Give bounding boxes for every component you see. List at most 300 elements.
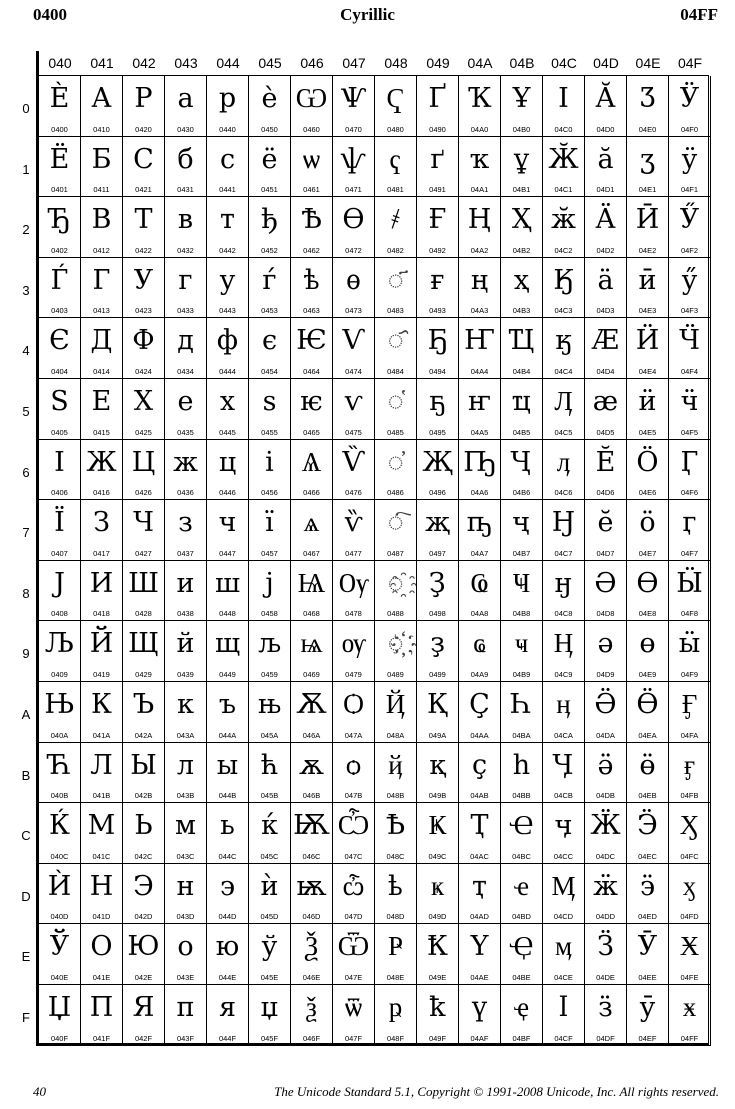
chart-cell	[459, 621, 501, 682]
character-glyph: Ү	[470, 931, 489, 963]
chart-cell	[459, 985, 501, 1046]
character-glyph: ђ	[261, 204, 278, 236]
code-point-label: 0487	[387, 548, 404, 558]
code-point-label: 045C	[260, 851, 279, 861]
character-glyph: ӽ	[682, 870, 697, 902]
code-point-label: 040D	[50, 912, 69, 922]
character-glyph: ӧ	[639, 507, 656, 539]
character-glyph: ҹ	[514, 628, 529, 660]
character-glyph: ӟ	[598, 992, 613, 1023]
character-glyph: Ұ	[512, 83, 531, 114]
character-glyph: і	[265, 446, 274, 478]
character-glyph: Ҡ	[467, 83, 492, 114]
character-glyph: ӛ	[597, 749, 614, 781]
character-glyph: Ч	[133, 507, 154, 539]
code-point-label: 040C	[50, 851, 69, 861]
code-point-label: 04C6	[554, 488, 573, 498]
chart-cell	[81, 137, 123, 198]
character-glyph: ү	[471, 992, 488, 1023]
chart-cell	[501, 76, 543, 137]
chart-cell	[249, 500, 291, 561]
character-glyph: Ь	[134, 810, 153, 842]
character-glyph: ӷ	[682, 507, 697, 539]
character-glyph: ӆ	[556, 446, 571, 478]
chart-cell	[207, 682, 249, 743]
character-glyph: Ӝ	[590, 810, 621, 842]
page-title: Cyrillic	[340, 5, 395, 24]
row-header: 4	[22, 343, 30, 359]
character-glyph: Ҝ	[428, 810, 447, 842]
character-glyph: ҽ	[514, 870, 529, 902]
code-point-label: 0400	[51, 124, 68, 134]
character-glyph: Х	[133, 386, 154, 417]
chart-cell	[375, 197, 417, 258]
code-point-label: 0406	[51, 488, 68, 498]
chart-cell	[123, 258, 165, 319]
chart-cell	[501, 318, 543, 379]
code-point-label: 0422	[135, 245, 152, 255]
code-point-label: 0463	[303, 306, 320, 316]
chart-cell	[669, 561, 711, 622]
code-point-label: 04B5	[512, 427, 531, 437]
code-point-label: 0494	[429, 366, 446, 376]
code-point-label: 0437	[177, 548, 194, 558]
code-point-label: 0495	[429, 427, 446, 437]
code-point-label: 047D	[344, 912, 363, 922]
chart-cell	[669, 621, 711, 682]
chart-cell	[585, 379, 627, 440]
chart-cell	[417, 803, 459, 864]
character-glyph: ◌҄	[387, 325, 404, 357]
character-glyph: Ҳ	[511, 204, 532, 236]
code-point-label: 047A	[344, 730, 363, 740]
code-point-label: 04FD	[680, 912, 699, 922]
chart-cell	[39, 803, 81, 864]
code-point-label: 0485	[387, 427, 404, 437]
character-glyph: ө	[639, 628, 656, 660]
chart-cell	[81, 197, 123, 258]
character-glyph: Ѱ	[340, 83, 367, 114]
character-glyph: щ	[214, 628, 241, 660]
code-point-label: 047E	[344, 972, 363, 982]
character-glyph: Ӿ	[679, 931, 700, 963]
chart-cell	[81, 803, 123, 864]
code-point-label: 0460	[303, 124, 320, 134]
row-header: 2	[22, 222, 30, 238]
chart-cell	[501, 682, 543, 743]
code-point-label: 042C	[134, 851, 153, 861]
chart-cell	[291, 682, 333, 743]
code-point-label: 046F	[302, 1033, 321, 1043]
row-header: 5	[22, 404, 30, 419]
character-glyph: ҿ	[514, 992, 529, 1023]
chart-cell	[291, 985, 333, 1046]
code-point-label: 0440	[219, 124, 236, 134]
chart-cell	[333, 137, 375, 198]
character-glyph: ҭ	[472, 870, 487, 902]
code-point-label: 04CB	[554, 791, 573, 801]
code-point-label: 0492	[429, 245, 446, 255]
code-point-label: 04FB	[680, 791, 699, 801]
code-point-label: 04E7	[638, 548, 657, 558]
chart-cell	[333, 985, 375, 1046]
chart-cell	[627, 379, 669, 440]
chart-cell	[543, 76, 585, 137]
column-header: 046	[300, 55, 324, 71]
code-point-label: 04D4	[596, 366, 615, 376]
character-glyph: ӑ	[597, 143, 614, 175]
chart-cell	[165, 924, 207, 985]
character-glyph: Ғ	[428, 204, 447, 236]
chart-cell	[207, 318, 249, 379]
character-glyph: ѵ	[344, 386, 363, 417]
character-glyph: Р	[134, 83, 153, 114]
chart-cell	[669, 440, 711, 501]
character-glyph: ӈ	[554, 567, 573, 599]
chart-cell	[291, 197, 333, 258]
code-point-label: 0458	[261, 609, 278, 619]
code-point-label: 0459	[261, 669, 278, 679]
character-glyph: ж	[173, 446, 198, 478]
character-glyph: Ѩ	[297, 567, 326, 599]
chart-cell	[207, 621, 249, 682]
chart-cell	[81, 743, 123, 804]
code-point-label: 04B4	[512, 366, 531, 376]
character-glyph: Ѳ	[342, 204, 365, 236]
character-glyph: Ў	[49, 931, 70, 963]
code-point-label: 0414	[93, 366, 110, 376]
character-glyph: ӌ	[554, 810, 573, 842]
code-point-label: 0455	[261, 427, 278, 437]
chart-cell	[543, 803, 585, 864]
chart-cell	[627, 561, 669, 622]
character-glyph: Ѣ	[301, 204, 322, 236]
character-glyph: Ӱ	[679, 83, 700, 114]
chart-cell	[627, 318, 669, 379]
code-point-label: 04CD	[553, 912, 574, 922]
code-point-label: 0468	[303, 609, 320, 619]
code-point-label: 04B0	[512, 124, 531, 134]
character-glyph: п	[176, 992, 195, 1023]
chart-cell	[543, 743, 585, 804]
column-header: 048	[384, 55, 408, 71]
chart-cell	[417, 76, 459, 137]
code-point-label: 04DB	[596, 791, 615, 801]
character-glyph: Џ	[47, 992, 72, 1023]
chart-cell	[543, 137, 585, 198]
character-glyph: ӹ	[678, 628, 701, 660]
character-glyph: ѧ	[303, 507, 320, 539]
character-glyph: Қ	[427, 689, 448, 720]
chart-cell	[165, 318, 207, 379]
chart-cell	[249, 197, 291, 258]
character-glyph: Ъ	[132, 689, 155, 720]
character-glyph: Ҵ	[508, 325, 535, 357]
code-point-label: 04BE	[512, 972, 531, 982]
chart-cell	[333, 561, 375, 622]
character-glyph: ғ	[430, 264, 445, 296]
character-glyph: ѽ	[342, 870, 365, 902]
character-glyph: Ѿ	[337, 931, 370, 963]
character-glyph: ◌҇	[387, 507, 404, 539]
character-glyph: Ӎ	[551, 870, 576, 902]
chart-cell	[291, 500, 333, 561]
chart-cell	[459, 258, 501, 319]
code-point-label: 0438	[177, 609, 194, 619]
code-point-label: 0404	[51, 366, 68, 376]
code-point-label: 04E9	[638, 669, 657, 679]
code-point-label: 04F7	[680, 548, 699, 558]
character-glyph: ҡ	[469, 143, 490, 175]
character-glyph: љ	[258, 628, 281, 660]
code-point-label: 0429	[135, 669, 152, 679]
character-glyph: ѝ	[260, 870, 279, 902]
chart-cell	[249, 924, 291, 985]
code-point-label: 0408	[51, 609, 68, 619]
code-point-label: 041F	[92, 1033, 111, 1043]
character-glyph: Ӊ	[553, 628, 574, 660]
character-glyph: Ӫ	[636, 689, 659, 720]
code-point-label: 0431	[177, 185, 194, 195]
chart-cell	[543, 197, 585, 258]
code-point-label: 0478	[345, 609, 362, 619]
chart-cell	[501, 258, 543, 319]
code-point-label: 0472	[345, 245, 362, 255]
chart-cell	[543, 318, 585, 379]
character-glyph: Ѐ	[49, 83, 70, 114]
chart-cell	[81, 924, 123, 985]
column-header: 047	[342, 55, 366, 71]
character-glyph: Ђ	[48, 204, 71, 236]
chart-cell	[501, 621, 543, 682]
character-glyph: ѭ	[296, 870, 327, 902]
chart-cell	[669, 379, 711, 440]
character-glyph: Ж	[86, 446, 117, 478]
code-point-label: 0447	[219, 548, 236, 558]
code-point-label: 04FC	[680, 851, 699, 861]
character-glyph: ы	[216, 749, 239, 781]
character-glyph: ѷ	[344, 507, 363, 539]
code-point-label: 04E8	[638, 609, 657, 619]
character-glyph: ҂	[390, 204, 401, 236]
code-point-label: 04A6	[470, 488, 489, 498]
character-glyph: ҙ	[430, 628, 445, 660]
column-header: 04D	[593, 55, 619, 71]
chart-cell	[165, 864, 207, 925]
chart-cell	[585, 561, 627, 622]
chart-cell	[627, 924, 669, 985]
character-glyph: Ю	[127, 931, 160, 963]
code-point-label: 044C	[218, 851, 237, 861]
character-glyph: є	[261, 325, 278, 357]
character-glyph: м	[174, 810, 196, 842]
code-point-label: 04C1	[554, 185, 573, 195]
chart-cell	[669, 803, 711, 864]
code-point-label: 0430	[177, 124, 194, 134]
character-glyph: ӯ	[639, 992, 656, 1023]
character-glyph: Ї	[54, 507, 65, 539]
code-point-label: 0441	[219, 185, 236, 195]
code-point-label: 04F9	[680, 669, 699, 679]
code-point-label: 0474	[345, 366, 362, 376]
code-point-label: 040A	[50, 730, 69, 740]
code-point-label: 0479	[345, 669, 362, 679]
chart-cell	[81, 985, 123, 1046]
character-glyph: а	[177, 83, 194, 114]
chart-cell	[249, 682, 291, 743]
code-point-label: 0489	[387, 669, 404, 679]
character-glyph: ь	[220, 810, 235, 842]
chart-cell	[501, 743, 543, 804]
code-point-label: 0453	[261, 306, 278, 316]
chart-cell	[375, 258, 417, 319]
chart-cell	[165, 803, 207, 864]
chart-cell	[39, 500, 81, 561]
chart-cell	[375, 76, 417, 137]
chart-cell	[417, 500, 459, 561]
chart-cell	[39, 76, 81, 137]
character-glyph: Ы	[130, 749, 157, 781]
code-point-label: 048E	[386, 972, 405, 982]
chart-cell	[291, 379, 333, 440]
chart-cell	[333, 621, 375, 682]
code-point-label: 044D	[218, 912, 237, 922]
code-point-label: 049D	[428, 912, 447, 922]
character-glyph: ӗ	[597, 507, 614, 539]
code-point-label: 0493	[429, 306, 446, 316]
code-point-label: 043E	[176, 972, 195, 982]
code-point-label: 0481	[387, 185, 404, 195]
code-point-label: 0442	[219, 245, 236, 255]
character-glyph: Ӏ	[558, 83, 569, 114]
chart-cell	[81, 561, 123, 622]
code-point-label: 0480	[387, 124, 404, 134]
character-glyph: ӂ	[551, 204, 576, 236]
code-point-label: 045D	[260, 912, 279, 922]
chart-cell	[543, 985, 585, 1046]
character-glyph: ӄ	[555, 325, 572, 357]
chart-cell	[333, 440, 375, 501]
code-point-label: 04B2	[512, 245, 531, 255]
character-glyph: Ѻ	[343, 689, 364, 720]
code-point-label: 0491	[429, 185, 446, 195]
chart-cell	[417, 440, 459, 501]
column-header: 040	[48, 55, 72, 71]
code-point-label: 040E	[50, 972, 69, 982]
chart-cell	[207, 864, 249, 925]
character-glyph: ц	[218, 446, 237, 478]
code-point-label: 049F	[428, 1033, 447, 1043]
character-glyph: һ	[512, 749, 531, 781]
chart-cell	[39, 985, 81, 1046]
character-glyph: ю	[215, 931, 240, 963]
character-glyph: Ҭ	[470, 810, 489, 842]
character-glyph: Ҫ	[469, 689, 490, 720]
character-glyph: И	[89, 567, 114, 599]
code-point-label: 0427	[135, 548, 152, 558]
code-point-label: 042F	[134, 1033, 153, 1043]
code-point-label: 0450	[261, 124, 278, 134]
character-glyph: ј	[265, 567, 274, 599]
chart-cell	[459, 924, 501, 985]
code-point-label: 0473	[345, 306, 362, 316]
code-point-label: 0444	[219, 366, 236, 376]
character-glyph: Ҽ	[509, 810, 534, 842]
character-glyph: њ	[257, 689, 282, 720]
chart-cell	[291, 743, 333, 804]
character-glyph: Ѽ	[337, 810, 370, 842]
character-glyph: ӿ	[682, 992, 697, 1023]
column-header: 043	[174, 55, 198, 71]
chart-cell	[123, 379, 165, 440]
code-point-label: 04E6	[638, 488, 657, 498]
character-glyph: ӕ	[592, 386, 619, 417]
code-point-label: 0457	[261, 548, 278, 558]
row-header: 7	[22, 525, 30, 541]
character-glyph: д	[177, 325, 194, 357]
character-glyph: Ӻ	[681, 689, 698, 720]
character-glyph: ҳ	[513, 264, 530, 296]
code-point-label: 0415	[93, 427, 110, 437]
code-point-label: 04C8	[554, 609, 573, 619]
code-point-label: 0417	[93, 548, 110, 558]
chart-cell	[543, 561, 585, 622]
character-glyph: Л	[90, 749, 113, 781]
code-point-label: 0410	[93, 124, 110, 134]
code-point-label: 04E4	[638, 366, 657, 376]
chart-cell	[375, 379, 417, 440]
code-chart-grid	[36, 75, 709, 1046]
code-point-label: 0419	[93, 669, 110, 679]
character-glyph: ӫ	[639, 749, 656, 781]
character-glyph: Ӗ	[595, 446, 616, 478]
chart-cell	[459, 440, 501, 501]
character-glyph: Ѝ	[47, 870, 72, 902]
code-point-label: 0413	[93, 306, 110, 316]
code-point-label: 0418	[93, 609, 110, 619]
character-glyph: ґ	[430, 143, 445, 175]
chart-cell	[669, 76, 711, 137]
chart-cell	[627, 985, 669, 1046]
character-glyph: ң	[470, 264, 489, 296]
character-glyph: Ш	[128, 567, 159, 599]
character-glyph: қ	[429, 749, 446, 781]
chart-cell	[39, 137, 81, 198]
code-point-label: 049A	[428, 730, 447, 740]
code-point-label: 04AE	[470, 972, 489, 982]
row-header: 1	[22, 161, 30, 177]
code-point-label: 0420	[135, 124, 152, 134]
character-glyph: җ	[425, 507, 450, 539]
chart-cell	[417, 743, 459, 804]
character-glyph: ӓ	[597, 264, 614, 296]
chart-cell	[585, 924, 627, 985]
code-point-label: 04F1	[680, 185, 699, 195]
chart-cell	[417, 318, 459, 379]
chart-cell	[123, 561, 165, 622]
chart-cell	[39, 440, 81, 501]
code-point-label: 04FE	[680, 972, 699, 982]
character-glyph: г	[178, 264, 193, 296]
chart-cell	[81, 500, 123, 561]
chart-cell	[165, 743, 207, 804]
character-glyph: ѯ	[306, 992, 317, 1023]
code-point-label: 04D0	[596, 124, 615, 134]
chart-cell	[585, 682, 627, 743]
character-glyph: ф	[216, 325, 239, 357]
code-point-label: 0433	[177, 306, 194, 316]
character-glyph: ѫ	[299, 749, 324, 781]
